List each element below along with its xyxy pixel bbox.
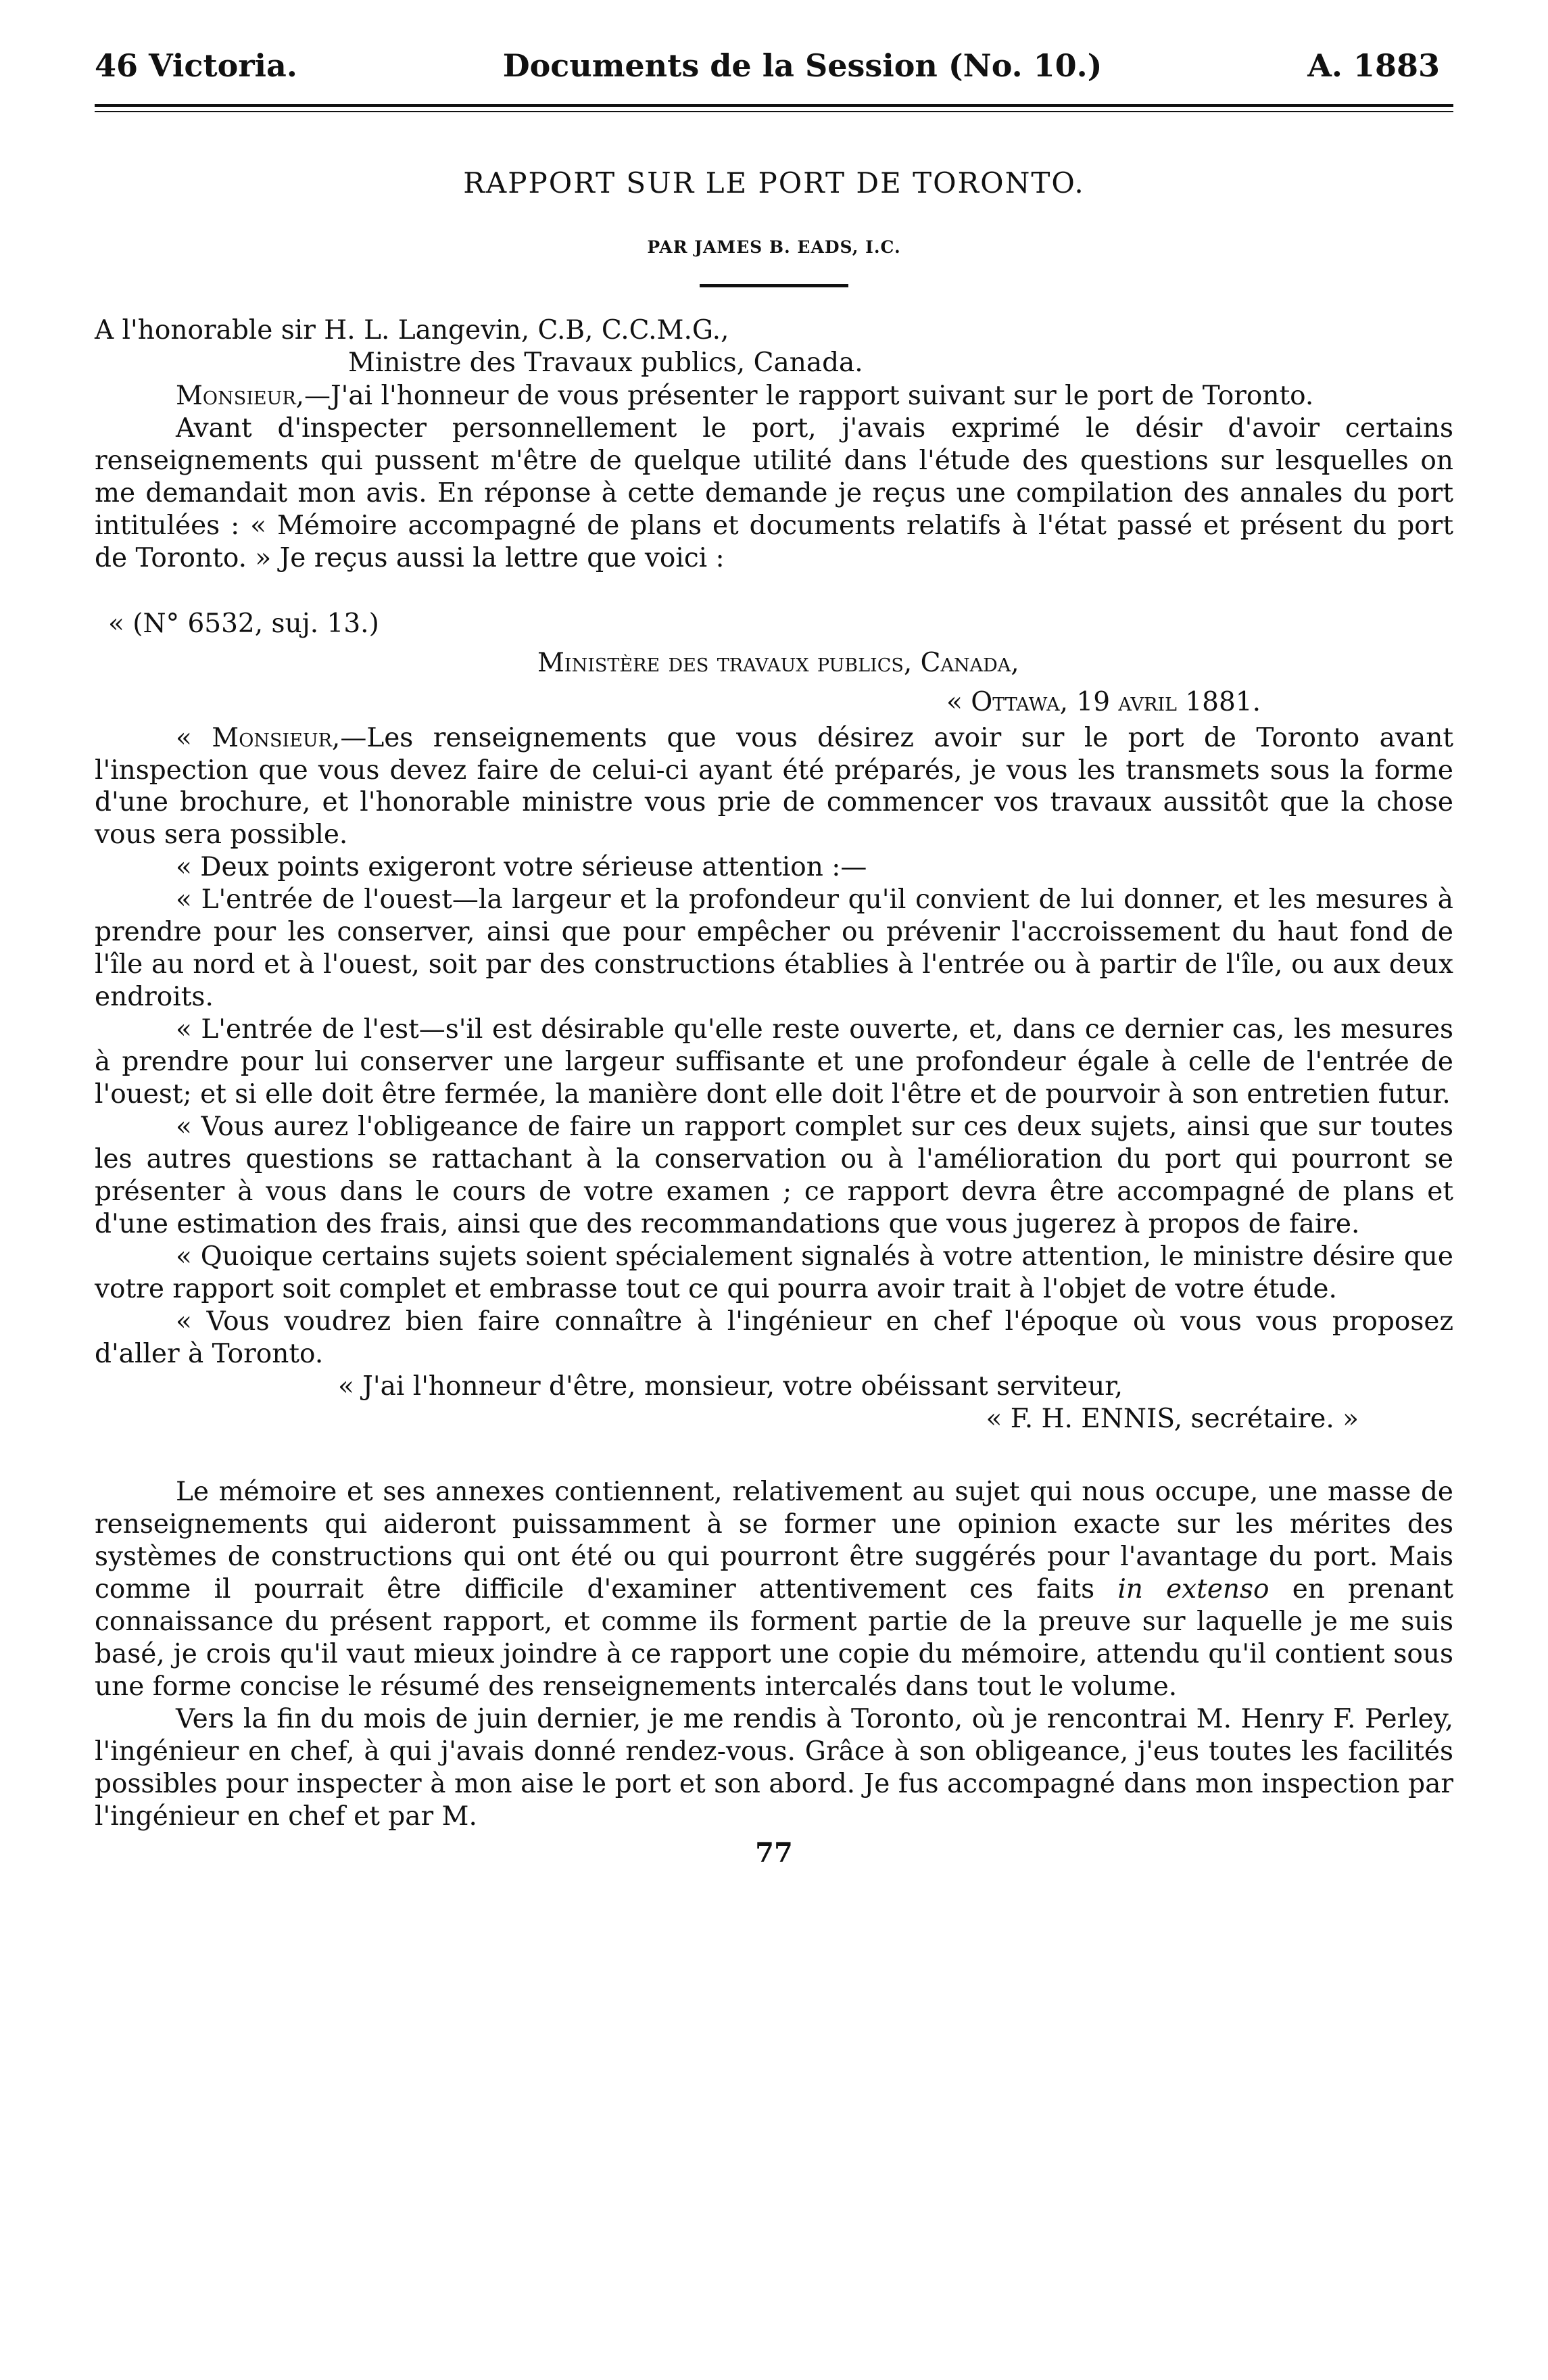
letter-paragraph-7: « Vous voudrez bien faire connaître à l'ingénieur en chef l'époque où vous vous proposez d'aller à Toronto. xyxy=(95,1306,1453,1369)
paragraph-2-end: en prenant connaissance du présent rapport, et comme ils forment partie de la preuve sur laquelle je me suis basé, je crois qu'il vaut mieux joindre à ce rapport une copie du mémoire, attendu qu'il contient sous une forme concise le résumé des renseignements intercalés dans tout le volume. xyxy=(95,1573,1453,1702)
author-byline: PAR JAMES B. EADS, I.C. xyxy=(647,237,901,257)
opening-monsieur: Monsieur, xyxy=(176,380,305,411)
letter-paragraph-5: « Vous aurez l'obligeance de faire un rapport complet sur ces deux sujets, ainsi que sur toutes les autres questions se rattachant à la conservation ou à l'amélioration du port qui pourront se présenter à vous dans le cours de votre examen ; ce rapport devra être accompagné de plans et d'une estimation des frais, ainsi que des recommandations que vous jugerez à propos de faire. xyxy=(95,1112,1453,1240)
letter-monsieur: « Monsieur, xyxy=(176,722,341,753)
header-left: 46 Victoria. xyxy=(95,47,297,84)
letter-paragraph-1-text: —Les renseignements que vous désirez avoir sur le port de Toronto avant l'inspection que vous devez faire de celui-ci ayant été préparés, je vous les transmets sous la forme d'une brochure, et l'honorable ministre vous prie de commencer vos travaux aussitôt que la chose vous sera possible. xyxy=(95,722,1453,851)
letter-reference: « (N° 6532, suj. 13.) xyxy=(108,608,379,639)
letter-signature: « F. H. ENNIS, secrétaire. » xyxy=(986,1403,1359,1434)
header-right: A. 1883 xyxy=(1307,47,1440,84)
paragraph-2-start: Le mémoire et ses annexes contiennent, relativement au sujet qui nous occupe, une masse de renseignements qui aideront puissamment à se former une opinion exacte sur les mérites des systèmes de constructions qui ont été ou qui pourront être suggérés pour l'avantage du port. Mais comme il pourrait être difficile d'examiner attentivement ces faits xyxy=(95,1476,1453,1604)
letter-signoff: « J'ai l'honneur d'être, monsieur, votre obéissant serviteur, xyxy=(338,1371,1123,1402)
salutation-title: Ministre des Travaux publics, Canada. xyxy=(348,348,863,379)
paragraph-2 xyxy=(95,1476,1453,1703)
opening-paragraph xyxy=(95,380,1453,412)
letter-paragraph-4: « L'entrée de l'est—s'il est désirable qu'elle reste ouverte, et, dans ce dernier cas, les mesures à prendre pour lui conserver une largeur suffisante et une profondeur égale à celle de l'entrée de l'ouest; et si elle doit être fermée, la manière dont elle doit l'être et de pourvoir à son entretien futur. xyxy=(95,1014,1453,1110)
running-header xyxy=(95,47,1453,84)
salutation xyxy=(95,314,1453,380)
paragraph-2-italic: in extenso xyxy=(1117,1573,1269,1604)
document-page xyxy=(95,47,1453,1869)
letter-ministry: Ministère des travaux publics, Canada, xyxy=(537,647,1019,678)
letter-date: « Ottawa, 19 avril 1881. xyxy=(946,686,1261,717)
report-title: RAPPORT SUR LE PORT DE TORONTO. xyxy=(463,166,1085,199)
letter-paragraph-3: « L'entrée de l'ouest—la largeur et la profondeur qu'il convient de lui donner, et les mesures à prendre pour les conserver, ainsi que pour empêcher ou prévenir l'accroissement du haut fond de l'île au nord et à l'ouest, soit par des constructions établies à l'entrée ou à partir de l'île, ou aux deux endroits. xyxy=(95,884,1453,1013)
letter-paragraph-2: « Deux points exigeront votre sérieuse attention :— xyxy=(176,852,867,883)
header-rule xyxy=(95,104,1453,112)
paragraph-3: Vers la fin du mois de juin dernier, je me rendis à Toronto, où je rencontrai M. Henry F. Perley, l'ingénieur en chef, à qui j'avais donné rendez-vous. Grâce à son obligeance, j'eus toutes les facilités possibles pour inspecter à mon aise le port et son abord. Je fus accompagné dans mon inspection par l'ingénieur en chef et par M. xyxy=(95,1703,1453,1832)
page-number: 77 xyxy=(755,1836,793,1869)
salutation-recipient: A l'honorable sir H. L. Langevin, C.B, C.C.M.G., xyxy=(95,315,729,346)
header-center: Documents de la Session (No. 10.) xyxy=(502,47,1103,84)
letter-heading xyxy=(95,607,1453,722)
letter-paragraph-6: « Quoique certains sujets soient spécialement signalés à votre attention, le ministre désire que votre rapport soit complet et embrasse tout ce qui pourra avoir trait à l'objet de votre étude. xyxy=(95,1241,1453,1304)
opening-text: —J'ai l'honneur de vous présenter le rapport suivant sur le port de Toronto. xyxy=(304,380,1314,411)
paragraph-1: Avant d'inspecter personnellement le port, j'avais exprimé le désir d'avoir certains renseignements qui pussent m'être de quelque utilité dans l'étude des questions sur lesquelles on me demandait mon avis. En réponse à cette demande je reçus une compilation des annales du port intitulées : « Mémoire accompagné de plans et documents relatifs à l'état passé et présent du port de Toronto. » Je reçus aussi la lettre que voici : xyxy=(95,412,1453,573)
title-divider xyxy=(700,284,848,287)
letter-paragraph-1 xyxy=(95,722,1453,852)
